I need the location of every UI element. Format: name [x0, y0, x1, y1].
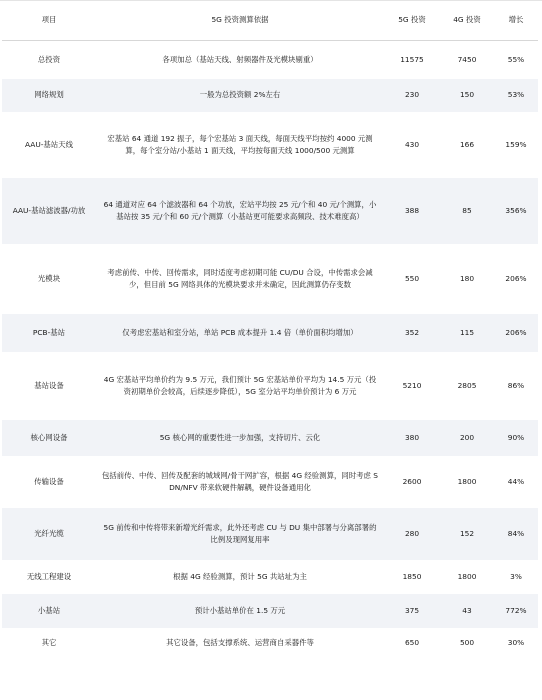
table-row	[2, 178, 538, 244]
row-growth: 53%	[507, 90, 525, 100]
table-header	[2, 0, 538, 41]
row-basis: 5G 核心网的重要性进一步加强，支持切片、云化	[159, 432, 321, 442]
row-item: 总投资	[37, 55, 61, 65]
row-item: 光纤光缆	[34, 528, 64, 538]
row-item: 基站设备	[34, 380, 64, 390]
table-row	[2, 314, 538, 352]
row-growth: 44%	[507, 476, 525, 486]
row-growth: 86%	[507, 380, 525, 390]
row-4g-investment: 2805	[457, 380, 477, 390]
row-basis: 一般为总投资额 2%左右	[199, 90, 281, 100]
top-divider	[0, 0, 542, 1]
row-growth: 55%	[507, 55, 525, 65]
row-growth: 206%	[505, 273, 527, 283]
table-row	[2, 41, 538, 79]
row-item: 光模块	[37, 273, 61, 283]
row-growth: 159%	[505, 139, 527, 149]
table-row	[2, 244, 538, 314]
row-4g-investment: 1800	[457, 571, 477, 581]
table-row	[2, 628, 538, 658]
table-row	[2, 560, 538, 594]
table-row	[2, 79, 538, 112]
row-4g-investment: 1800	[457, 476, 477, 486]
table-body	[2, 41, 538, 658]
row-4g-investment: 85	[462, 205, 472, 215]
header-growth: 增长	[494, 0, 538, 41]
row-5g-investment: 280	[404, 528, 420, 538]
row-4g-investment: 115	[459, 327, 475, 337]
row-4g-investment: 500	[459, 637, 475, 647]
row-4g-investment: 150	[459, 90, 475, 100]
row-growth: 206%	[505, 327, 527, 337]
table-row	[2, 420, 538, 456]
row-5g-investment: 230	[404, 90, 420, 100]
table-row	[2, 594, 538, 628]
row-4g-investment: 200	[459, 432, 475, 442]
row-4g-investment: 152	[459, 528, 475, 538]
row-basis: 仅考虑宏基站和室分站，单站 PCB 成本提升 1.4 倍（单价面积均增加）	[122, 327, 358, 337]
row-5g-investment: 388	[404, 205, 420, 215]
row-item: 传输设备	[34, 476, 64, 486]
row-4g-investment: 7450	[457, 55, 477, 65]
row-growth: 30%	[507, 637, 525, 647]
row-basis: 宏基站 64 通道 192 振子，每个宏基站 3 面天线，每面天线平均按约 4000 元测算，每个室分站/小基站 1 面天线，平均按每面天线 1000/500 元测算	[107, 134, 373, 155]
row-5g-investment: 352	[404, 327, 420, 337]
row-item: 其它	[41, 637, 57, 647]
row-5g-investment: 11575	[400, 55, 424, 65]
row-basis: 5G 前传和中传将带来新增光纤需求，此外还考虑 CU 与 DU 集中部署与分离部署的比例及现网复用率	[103, 523, 377, 544]
row-5g-investment: 550	[404, 273, 420, 283]
row-item: AAU-基站滤波器/功放	[12, 205, 86, 215]
row-item: PCB-基站	[32, 327, 66, 337]
row-basis: 包括前传、中传、回传及配套的城域网/骨干网扩容，根据 4G 经验测算，同时考虑 SDN/NFV 带来软硬件解耦，硬件设备通用化	[102, 471, 378, 492]
row-5g-investment: 380	[404, 432, 420, 442]
row-item: 无线工程建设	[26, 571, 72, 581]
row-growth: 356%	[505, 205, 527, 215]
row-item: 小基站	[37, 605, 61, 615]
header-item: 项目	[2, 0, 96, 41]
row-5g-investment: 2600	[402, 476, 422, 486]
row-growth: 772%	[505, 605, 527, 615]
row-basis: 各项加总（基站天线、射频器件及光模块剔重）	[162, 55, 318, 65]
row-growth: 90%	[507, 432, 525, 442]
investment-table	[2, 0, 538, 658]
table-row	[2, 456, 538, 508]
row-5g-investment: 430	[404, 139, 420, 149]
row-basis: 根据 4G 经验测算，预计 5G 共站址为主	[173, 571, 307, 581]
header-basis: 5G 投资测算依据	[96, 0, 384, 41]
table-row	[2, 112, 538, 178]
row-4g-investment: 43	[462, 605, 472, 615]
row-growth: 84%	[507, 528, 525, 538]
row-basis: 4G 宏基站平均单价约为 9.5 万元，我们预计 5G 宏基站单价平均为 14.5 万元（投资初期单价会较高，后续逐步降低），5G 室分站平均单价预计为 6 万元	[103, 375, 377, 396]
row-basis: 考虑前传、中传、回传需求，同时适度考虑初期可能 CU/DU 合设，中传需求会减少，但目前 5G 网络具体的光模块要求并未确定，因此测算仍存变数	[107, 268, 373, 289]
row-4g-investment: 166	[459, 139, 475, 149]
row-4g-investment: 180	[459, 273, 475, 283]
header-row	[2, 0, 538, 41]
header-5g-investment: 5G 投资	[384, 0, 440, 41]
row-5g-investment: 375	[404, 605, 420, 615]
row-item: AAU-基站天线	[25, 139, 73, 149]
row-item: 网络规划	[34, 90, 64, 100]
row-growth: 3%	[510, 571, 522, 581]
row-item: 核心网设备	[30, 432, 68, 442]
row-basis: 预计小基站单价在 1.5 万元	[194, 605, 286, 615]
row-5g-investment: 1850	[402, 571, 422, 581]
row-basis: 其它设备，包括支撑系统、运营商自采器件等	[166, 637, 314, 647]
table-row	[2, 508, 538, 560]
header-4g-investment: 4G 投资	[440, 0, 494, 41]
row-basis: 64 通道对应 64 个滤波器和 64 个功放，宏站平均按 25 元/个和 40 元/个测算，小基站按 35 元/个和 60 元/个测算（小基站更可能要求高频段、技术难度高）	[103, 200, 377, 221]
row-5g-investment: 5210	[402, 380, 422, 390]
table-row	[2, 352, 538, 420]
row-5g-investment: 650	[404, 637, 420, 647]
